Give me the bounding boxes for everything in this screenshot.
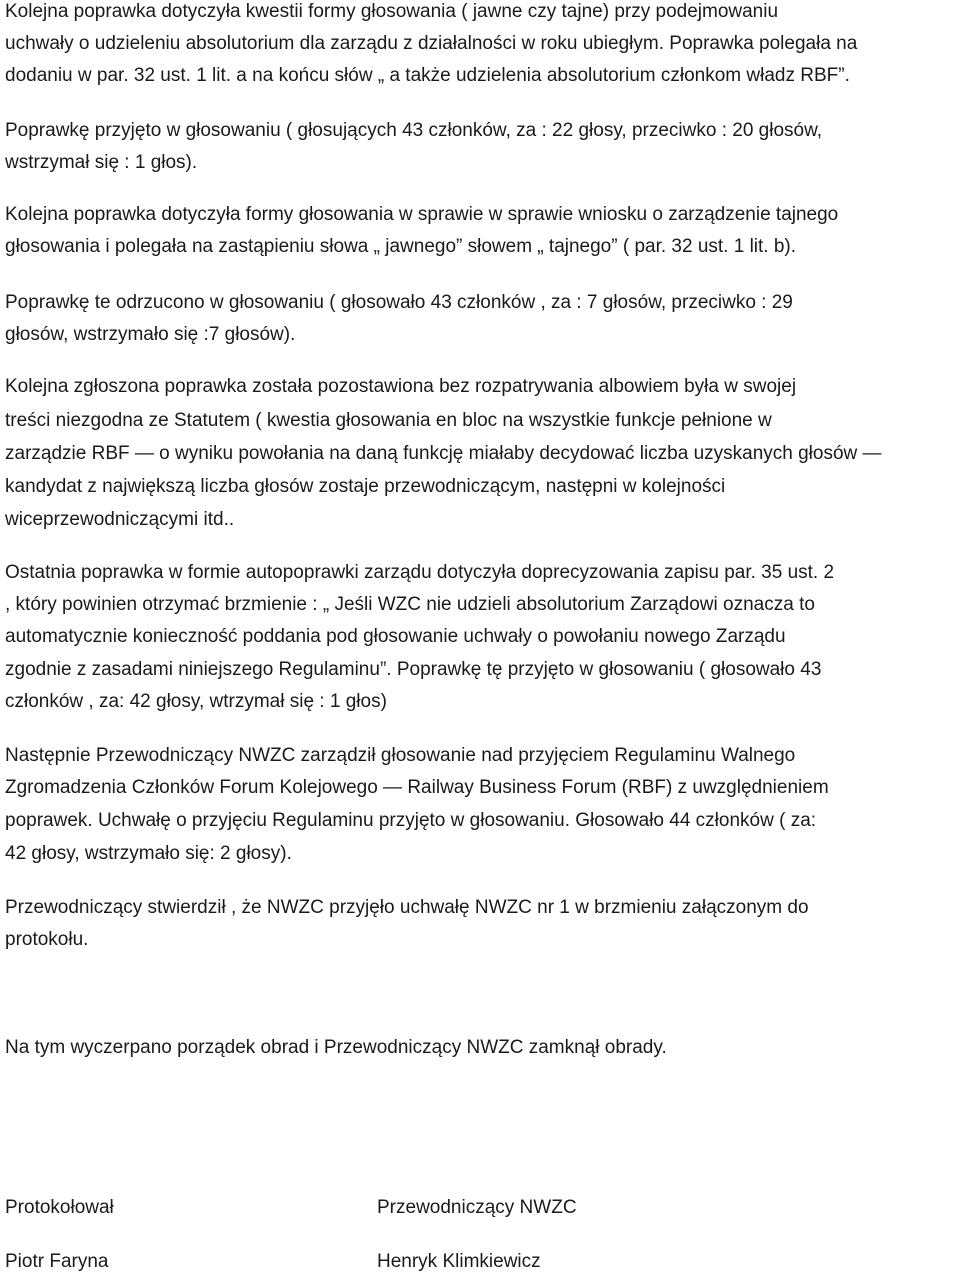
text-line: Następnie Przewodniczący NWZC zarządził głosowanie nad przyjęciem Regulaminu Walnego: [5, 745, 796, 766]
text-line: Kolejna poprawka dotyczyła formy głosowania w sprawie w sprawie wniosku o zarządzenie tajnego: [5, 204, 839, 225]
text-line: kandydat z największą liczba głosów zostaje przewodniczącym, następni w kolejności: [5, 476, 726, 497]
text-line: zgodnie z zasadami niniejszego Regulaminu”. Poprawkę tę przyjęto w głosowaniu ( głosowało 43: [5, 659, 822, 680]
text-line: dodaniu w par. 32 ust. 1 lit. a na końcu słów „ a także udzielenia absolutorium członkom władz RBF”.: [5, 65, 850, 86]
text-line: Przewodniczący stwierdził , że NWZC przyjęło uchwałę NWZC nr 1 w brzmieniu załączonym do: [5, 897, 809, 918]
text-line: , który powinien otrzymać brzmienie : „ Jeśli WZC nie udzieli absolutorium Zarządowi oznacza to: [5, 594, 815, 615]
signature-right-name: Henryk Klimkiewicz: [377, 1251, 541, 1272]
text-line: Na tym wyczerpano porządek obrad i Przewodniczący NWZC zamknął obrady.: [5, 1037, 667, 1058]
signature-left-name: Piotr Faryna: [5, 1251, 109, 1272]
signature-left-role: Protokołował: [5, 1197, 114, 1218]
text-line: Kolejna zgłoszona poprawka została pozostawiona bez rozpatrywania albowiem była w swojej: [5, 376, 797, 397]
text-line: Ostatnia poprawka w formie autopoprawki zarządu dotyczyła doprecyzowania zapisu par. 35 ust. 2: [5, 562, 835, 583]
text-line: 42 głosy, wstrzymało się: 2 głosy).: [5, 843, 292, 864]
text-line: poprawek. Uchwałę o przyjęciu Regulaminu przyjęto w głosowaniu. Głosowało 44 członków ( za:: [5, 810, 817, 831]
text-line: zarządzie RBF — o wyniku powołania na daną funkcję miałaby decydować liczba uzyskanych głosów —: [5, 443, 882, 464]
signature-right-role: Przewodniczący NWZC: [377, 1197, 577, 1218]
text-line: Zgromadzenia Członków Forum Kolejowego — Railway Business Forum (RBF) z uwzględnieniem: [5, 777, 829, 798]
text-line: głosów, wstrzymało się :7 głosów).: [5, 324, 296, 345]
text-line: automatycznie konieczność poddania pod głosowanie uchwały o powołaniu nowego Zarządu: [5, 626, 786, 647]
text-line: treści niezgodna ze Statutem ( kwestia głosowania en bloc na wszystkie funkcje pełnione w: [5, 410, 772, 431]
text-line: Kolejna poprawka dotyczyła kwestii formy głosowania ( jawne czy tajne) przy podejmowaniu: [5, 1, 779, 22]
text-line: członków , za: 42 głosy, wtrzymał się : 1 głos): [5, 691, 387, 712]
text-line: Poprawkę przyjęto w głosowaniu ( głosujących 43 członków, za : 22 głosy, przeciwko : 20 głosów,: [5, 120, 823, 141]
text-line: głosowania i polegała na zastąpieniu słowa „ jawnego” słowem „ tajnego” ( par. 32 ust. 1 lit. b).: [5, 236, 797, 257]
text-line: wiceprzewodniczącymi itd..: [5, 509, 235, 530]
text-line: Poprawkę te odrzucono w głosowaniu ( głosowało 43 członków , za : 7 głosów, przeciwko : 29: [5, 292, 793, 313]
text-line: wstrzymał się : 1 głos).: [5, 152, 198, 173]
text-line: uchwały o udzieleniu absolutorium dla zarządu z działalności w roku ubiegłym. Poprawka polegała na: [5, 33, 858, 54]
text-line: protokołu.: [5, 929, 89, 950]
